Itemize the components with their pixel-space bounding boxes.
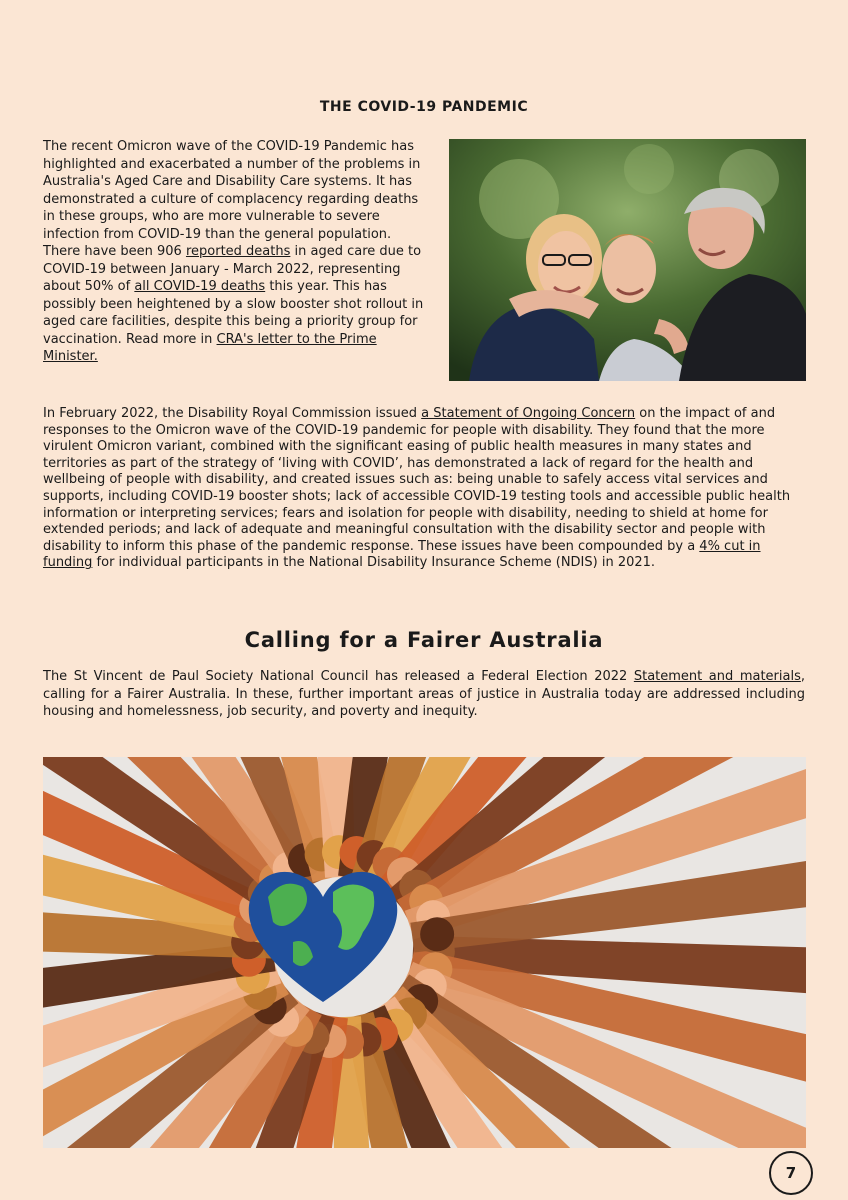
text-span: , calling for a Fairer Australia. In these, further important areas of justice in Australia today are addressed including housing and homelessness, job security, and poverty and inequity. — [43, 669, 805, 719]
text-span: this year. This has possibly been heightened by a slow booster shot rollout in aged care facilities, despite this being a priority group for vaccination. Read more in — [43, 279, 424, 347]
section-title-fairer-australia: Calling for a Fairer Australia — [244, 628, 604, 652]
family-photo — [449, 139, 806, 381]
text-span: in aged care due to COVID-19 between January - March 2022, representing about 50% of — [43, 244, 422, 294]
statement-materials-link[interactable]: Statement and materials — [633, 669, 801, 684]
covid-paragraph-1 — [43, 138, 425, 366]
section-title-covid: THE COVID-19 PANDEMIC — [319, 99, 529, 115]
all-covid-deaths-link[interactable]: all COVID-19 deaths — [134, 279, 266, 294]
text-span: In February 2022, the Disability Royal Commission issued — [43, 406, 422, 421]
text-span: on the impact of and responses to the Omicron wave of the COVID-19 pandemic for people with disability. They found that the more virulent Omicron variant, combined with the significant easing of public health measures in many states and territories as part of the strategy of ‘living with COVID’, has demonstrated a lack of regard for the health and wellbeing of people with disability, and created issues such as: being unable to safely access vital services and supports, including COVID-19 booster shots; lack of accessible COVID-19 testing tools and accessible public health information or interpreting services; fears and isolation for people with disability, needing to shield at home for extended periods; and lack of adequate and meaningful consultation with the disability sector and people with disability to inform this phase of the pandemic response. These issues have been compounded by a — [43, 406, 791, 554]
text-span: The recent Omicron wave of the COVID-19 Pandemic has highlighted and exacerbated a number of the problems in Australia's Aged Care and Disability Care systems. It has demonstrated a culture of complacency regarding deaths in these groups, who are more vulnerable to severe infection from COVID-19 than the general population. There have been 906 — [43, 139, 421, 259]
family-photo-illustration — [449, 139, 806, 381]
reported-deaths-link[interactable]: reported deaths — [185, 244, 291, 259]
hand-shape — [420, 917, 454, 951]
funding-cut-link[interactable]: 4% cut in funding — [43, 538, 761, 571]
text-span: The St Vincent de Paul Society National Council has released a Federal Election 2022 — [43, 669, 634, 684]
text-span: for individual participants in the National Disability Insurance Scheme (NDIS) in 2021. — [92, 555, 656, 571]
fairer-australia-paragraph — [43, 668, 805, 721]
statement-ongoing-concern-link[interactable]: a Statement of Ongoing Concern — [421, 406, 636, 421]
page-number-badge: 7 — [769, 1151, 813, 1195]
hands-heart-globe-image — [43, 757, 806, 1148]
cra-letter-link[interactable]: CRA's letter to the Prime Minister. — [43, 331, 377, 364]
hands-heart-globe-illustration — [43, 757, 806, 1148]
covid-paragraph-2 — [43, 406, 808, 572]
